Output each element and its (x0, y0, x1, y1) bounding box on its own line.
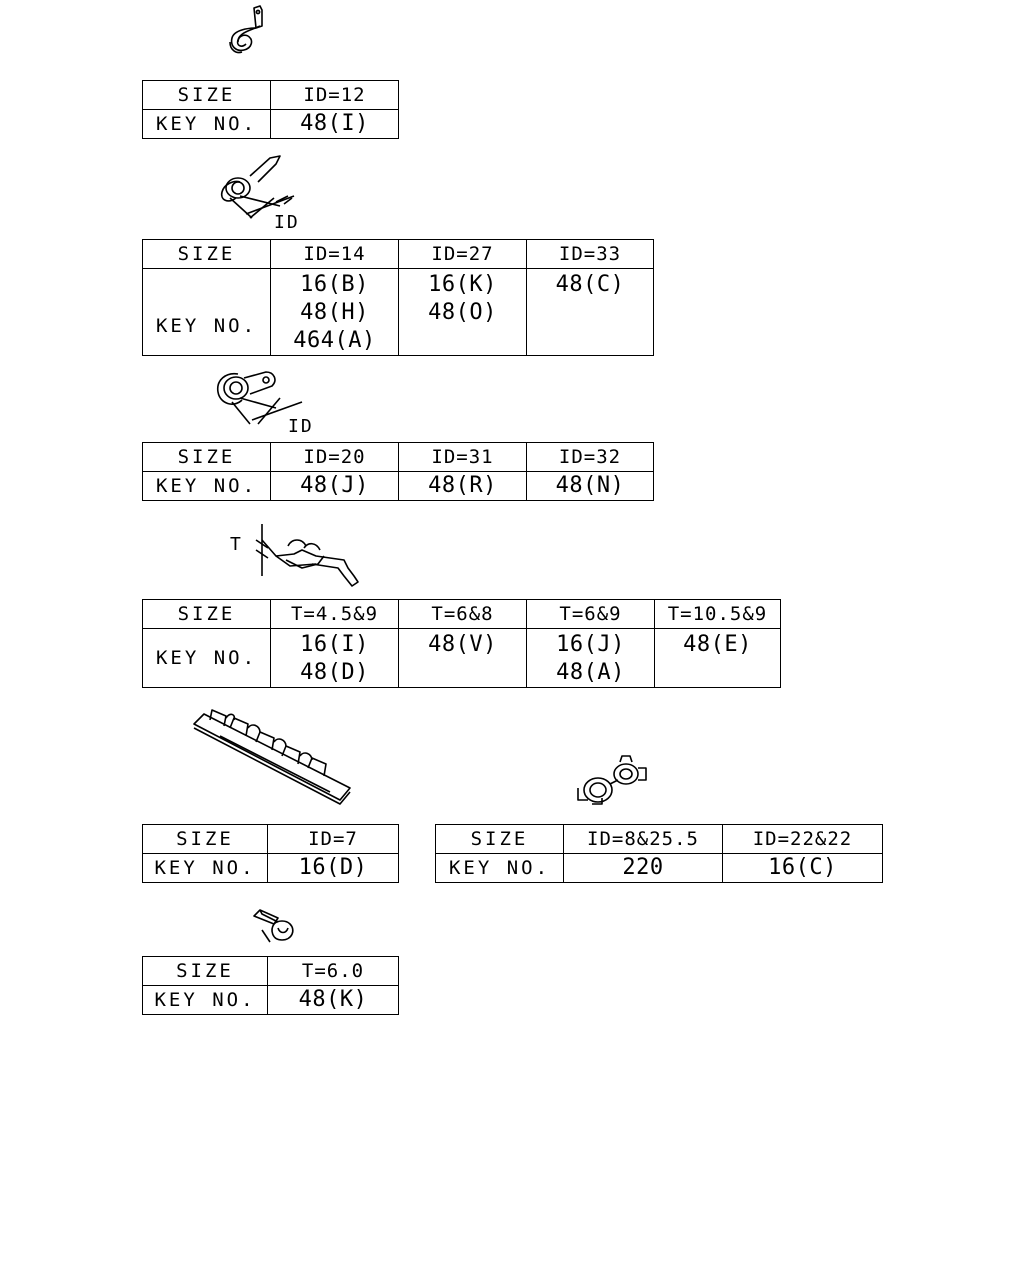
key-no-value: 16(J) (556, 632, 625, 657)
key-no-value-cell (564, 854, 723, 883)
key-no-value: 48(E) (683, 632, 752, 657)
key-no-label-cell: KEY NO. (143, 472, 271, 501)
size-value-cell: T=6&8 (399, 600, 527, 629)
key-no-value-cell (723, 854, 883, 883)
size-value-cell: ID=32 (527, 443, 654, 472)
size-value-cell: ID=7 (268, 825, 399, 854)
key-no-value-cell (399, 269, 527, 356)
key-no-value: 220 (622, 855, 664, 880)
table-key-row (143, 472, 654, 501)
size-table-6 (435, 824, 883, 883)
key-no-label-cell: KEY NO. (143, 110, 271, 139)
key-no-value: 48(N) (555, 473, 625, 498)
size-header-cell: SIZE (143, 81, 271, 110)
key-no-label-cell: KEY NO. (143, 269, 271, 356)
size-value-cell: ID=27 (399, 240, 527, 269)
table-header-row (143, 81, 399, 110)
dimension-label-id-2: ID (274, 212, 300, 233)
table-key-row (143, 854, 399, 883)
key-no-value-cell (655, 629, 781, 688)
size-value-cell: T=10.5&9 (655, 600, 781, 629)
table-header-row (436, 825, 883, 854)
clip-illustration-6 (574, 754, 654, 810)
size-header-cell: SIZE (143, 240, 271, 269)
table-header-row (143, 825, 399, 854)
key-no-value-cell (268, 854, 399, 883)
table-key-row (143, 269, 654, 356)
key-no-value-cell (271, 629, 399, 688)
size-header-cell: SIZE (143, 957, 268, 986)
key-no-value-cell (527, 472, 654, 501)
key-no-value: 48(J) (300, 473, 369, 498)
size-value-cell: ID=12 (271, 81, 399, 110)
key-no-value-cell (527, 269, 654, 356)
key-no-value: 16(B) (300, 272, 369, 297)
size-value-cell: ID=20 (271, 443, 399, 472)
size-header-cell: SIZE (143, 825, 268, 854)
clip-illustration-7 (248, 906, 304, 950)
size-header-cell: SIZE (143, 443, 271, 472)
key-no-value: 48(C) (555, 272, 625, 297)
key-no-label-cell: KEY NO. (143, 629, 271, 688)
size-value-cell: T=6.0 (268, 957, 399, 986)
dimension-label-id-3: ID (288, 416, 314, 437)
key-no-value-cell (271, 472, 399, 501)
size-table-4 (142, 599, 781, 688)
key-no-value: 464(A) (293, 328, 376, 353)
size-value-cell: T=6&9 (527, 600, 655, 629)
size-value-cell: ID=8&25.5 (564, 825, 723, 854)
key-no-value: 48(V) (428, 632, 497, 657)
key-no-value: 48(I) (300, 111, 369, 136)
size-value-cell: ID=22&22 (723, 825, 883, 854)
size-header-cell: SIZE (436, 825, 564, 854)
table-key-row (436, 854, 883, 883)
size-table-1 (142, 80, 399, 139)
size-value-cell: ID=14 (271, 240, 399, 269)
key-no-value: 16(D) (298, 855, 368, 880)
clip-illustration-5 (190, 706, 354, 806)
key-no-value: 16(K) (428, 272, 497, 297)
size-value-cell: ID=31 (399, 443, 527, 472)
key-no-value: 48(O) (428, 300, 497, 325)
table-key-row (143, 986, 399, 1015)
size-table-3 (142, 442, 654, 501)
size-value-cell: ID=33 (527, 240, 654, 269)
key-no-value: 48(H) (300, 300, 369, 325)
key-no-value: 48(K) (298, 987, 368, 1012)
key-no-value-cell (527, 629, 655, 688)
key-no-label-cell: KEY NO. (436, 854, 564, 883)
key-no-value: 16(I) (300, 632, 369, 657)
key-no-value-cell (271, 110, 399, 139)
size-header-cell: SIZE (143, 600, 271, 629)
key-no-value-cell (268, 986, 399, 1015)
key-no-value: 16(C) (768, 855, 837, 880)
key-no-label-cell: KEY NO. (143, 854, 268, 883)
table-header-row (143, 240, 654, 269)
size-value-cell: T=4.5&9 (271, 600, 399, 629)
table-header-row (143, 957, 399, 986)
size-table-2 (142, 239, 654, 356)
key-no-value: 48(D) (300, 660, 369, 685)
key-no-value-cell (271, 269, 399, 356)
key-no-value-cell (399, 629, 527, 688)
key-no-value-cell (399, 472, 527, 501)
table-header-row (143, 600, 781, 629)
dimension-label-t-4: T (230, 534, 243, 555)
table-key-row (143, 629, 781, 688)
table-header-row (143, 443, 654, 472)
size-table-7 (142, 956, 399, 1015)
size-table-5 (142, 824, 399, 883)
key-no-value: 48(R) (428, 473, 497, 498)
table-key-row (143, 110, 399, 139)
clip-illustration-4 (246, 520, 370, 592)
key-no-label-cell: KEY NO. (143, 986, 268, 1015)
clip-illustration-1 (218, 2, 278, 62)
key-no-value: 48(A) (556, 660, 625, 685)
